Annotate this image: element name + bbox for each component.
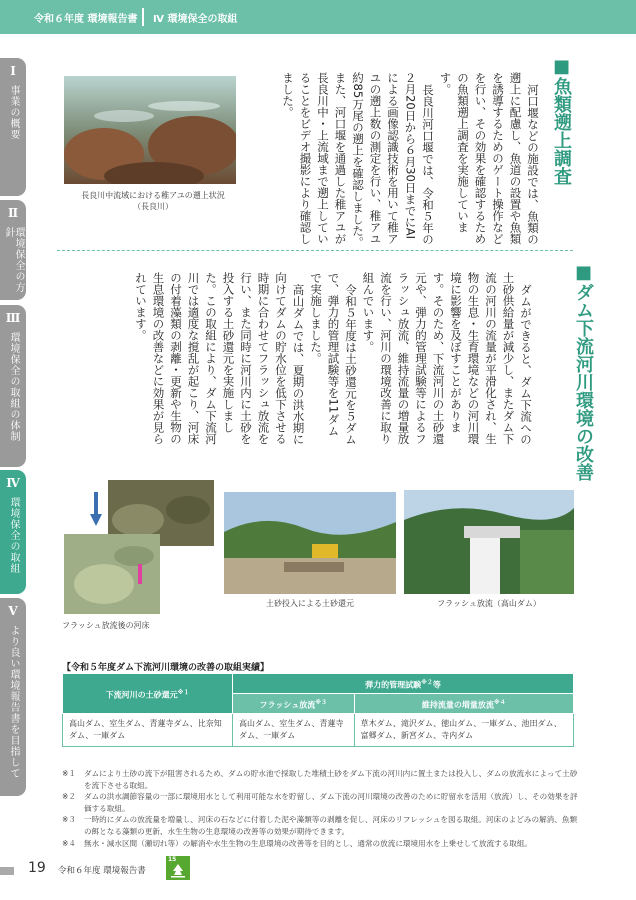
heading-marker: ■ xyxy=(573,262,594,283)
footnote-mark: ※４ xyxy=(62,838,76,848)
page-number: 19 xyxy=(28,860,46,876)
footnote xyxy=(62,814,580,837)
heading-text: ダム下流河川環境の改善 xyxy=(573,283,594,481)
footnote xyxy=(62,791,580,814)
table-title: 【令和５年度ダム下流河川環境の改善の取組実績】 xyxy=(62,663,270,673)
side-tab-label: 事業の概要 xyxy=(8,85,19,140)
side-tab-label: 環境保全の取組 xyxy=(8,497,19,574)
fish-photo xyxy=(64,76,236,184)
footnote-mark: ※１ xyxy=(62,769,76,778)
heading-marker: ■ xyxy=(551,56,572,77)
column-header-flush xyxy=(233,694,355,714)
footnote-text: ダムにより土砂の流下が阻害されるため、ダムの貯水池で採取した堆積土砂をダム下流の河川内に置土または投入し、ダムの放流水によって土砂を流下させる取組。 xyxy=(84,769,578,790)
side-tab-number: Ⅰ xyxy=(10,64,16,78)
note-ref: ※２ xyxy=(421,678,433,686)
side-tab-3[interactable] xyxy=(0,305,26,467)
column-header-text: 下流河川の土砂還元 xyxy=(105,690,178,700)
paragraph: 令和５年度は土砂還元を５ダムで、弾力的管理試験等を11ダムで実施しました。 xyxy=(309,272,358,445)
paragraph: 河口堰などの施設では、魚類の遡上に配慮し、魚道の設置や魚類を誘導するためのゲート操作などを行い、その効果を確認するための魚類遡上調査を実施しています。 xyxy=(438,72,540,245)
table-cell-increase: 草木ダム、滝沢ダム、徳山ダム、一庫ダム、池田ダム、富郷ダム、新宮ダム、寺内ダム xyxy=(354,714,573,747)
side-tab-label: 環境保全の方針 xyxy=(3,227,24,293)
header-section-title: Ⅳ 環境保全の取組 xyxy=(153,14,238,25)
footnote xyxy=(62,838,580,850)
header-doc-title: 令和６年度 環境報告書 xyxy=(34,14,138,25)
paragraph: 長良川河口堰では、令和５年の２月20日から６月30日までにAIによる画像認識技術を用いて稚アユの遡上数の測定を行い、稚アユ約85万尾の遡上を確認しました。また、河口堰を通過した稚アユが長良川中・上流域まで遡上していることをビデオ撮影により確認しました。 xyxy=(281,72,435,248)
header-separator xyxy=(142,8,144,26)
arrow-down-icon xyxy=(90,492,102,530)
side-tab-1[interactable] xyxy=(0,58,26,196)
section-divider xyxy=(57,250,573,251)
footnote-text: 無水・減水区間（瀬切れ等）の解消や水生生物の生息環境の改善等を目的とし、通常の放流に環境用水を上乗せして放流する取組。 xyxy=(84,838,533,848)
side-tab-number: Ⅴ xyxy=(8,604,18,618)
sdg-number: 15 xyxy=(168,856,177,863)
fish-photo-caption: 長良川中流域における稚アユの遡上状況 （長良川） xyxy=(81,191,225,211)
table-cell-sediment: 高山ダム、室生ダム、青蓮寺ダム、比奈知ダム、一庫ダム xyxy=(63,714,233,747)
header-bar xyxy=(0,0,636,34)
footer-doc-title: 令和６年度 環境報告書 xyxy=(58,866,146,876)
footnote xyxy=(62,768,580,791)
footnote-text: 一時的にダムの放流量を増量し、河床の石などに付着した泥や藻類等の剥離を促し、河床のリフレッシュを図る取組。河床のよどみの解消、魚類の餌となる藻類の更新、水生生物の生息環境の改善等の効果が期待できます。 xyxy=(84,815,578,836)
column-header-elastic xyxy=(233,674,574,694)
footnote-mark: ※２ xyxy=(62,792,76,802)
fish-survey-body xyxy=(185,72,541,250)
table-cell-flush: 高山ダム、室生ダム、青蓮寺ダム、一庫ダム xyxy=(233,714,355,747)
column-header-increase xyxy=(354,694,573,714)
column-header-text: フラッシュ放流 xyxy=(259,700,316,710)
paragraph: 高山ダムでは、夏期の洪水期に向けてダムの貯水位を低下させる時期に合わせてフラッシュ放流を行い、また同時に河川内に土砂を投入する土砂還元を実施しました。この取組により、ダム下流河川では適度な撹乱が起こり、河床の付着藻類の剥離・更新や生物の生息環境の改善などに効果が見られています。 xyxy=(134,272,306,445)
side-tab-label: より良い環境報告書を目指して xyxy=(8,625,19,779)
note-ref: ※１ xyxy=(177,688,190,696)
side-tab-5[interactable] xyxy=(0,598,26,796)
flush-caption: フラッシュ放流（高山ダム） xyxy=(437,599,541,608)
footnote-mark: ※３ xyxy=(62,815,76,825)
side-tab-number: Ⅲ xyxy=(5,311,21,325)
flush-discharge-photo xyxy=(404,490,574,594)
riverbed-after-photo xyxy=(64,534,160,614)
sediment-photo xyxy=(224,492,396,594)
section-heading-fish-survey xyxy=(548,56,574,236)
side-tab-label: 環境保全の取組の体制 xyxy=(8,332,19,442)
section-heading-downstream xyxy=(540,262,596,492)
side-tab-4-active[interactable] xyxy=(0,470,26,594)
achievements-table xyxy=(62,673,574,747)
footnotes xyxy=(62,768,580,849)
note-ref: ※３ xyxy=(315,698,328,706)
column-header-sediment xyxy=(63,674,233,714)
side-tab-number: Ⅳ xyxy=(6,476,20,490)
paragraph: ダムができると、ダム下流への土砂供給量が減少し、またダム下流の河川の流量が平滑化され、生物の生息・生育環境などの河川環境に影響を及ぼすことがあります。そのため、下流河川の土砂還元や、弾力的管理試験等によるフラッシュ放流、維持流量の増量放流を行い、河川の環境改善に取り組んでいます。 xyxy=(361,272,533,445)
column-header-suffix: 等 xyxy=(432,680,441,690)
sdg-15-icon xyxy=(166,856,190,880)
column-header-text: 弾力的管理試験 xyxy=(365,680,422,690)
downstream-body xyxy=(54,272,534,447)
footnote-text: ダムの洪水調節容量の一部に環境用水として利用可能な水を貯留し、ダム下流の河川環境の改善のために貯留水を活用（放流）し、その効果を評価する取組。 xyxy=(84,792,578,813)
riverbed-caption: フラッシュ放流後の河床 xyxy=(62,621,150,630)
heading-text: 魚類遡上調査 xyxy=(551,77,572,185)
table-row xyxy=(63,714,574,747)
side-tab-number: Ⅱ xyxy=(7,206,19,220)
note-ref: ※４ xyxy=(493,698,506,706)
side-tab-2[interactable] xyxy=(0,200,26,300)
sediment-caption: 土砂投入による土砂還元 xyxy=(266,599,354,608)
footer-bar xyxy=(0,867,14,875)
column-header-text: 維持流量の増量放流 xyxy=(421,700,494,710)
